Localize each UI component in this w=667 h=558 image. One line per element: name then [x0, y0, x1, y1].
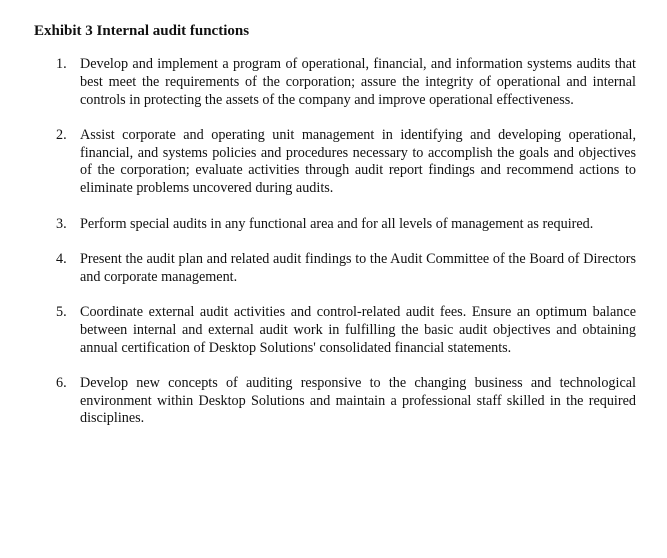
list-item: [52, 216, 636, 234]
list-item-number: 3.: [56, 215, 67, 232]
audit-functions-list: [52, 56, 636, 446]
list-item-number: 4.: [56, 250, 67, 267]
exhibit-title: Exhibit 3 Internal audit functions: [34, 23, 250, 39]
list-item-number: 1.: [56, 56, 67, 72]
list-item-text: Present the audit plan and related audit findings to the Audit Committee of the Board of Directors and corporate management.: [80, 250, 636, 285]
list-item: [52, 304, 636, 357]
list-item-number: 2.: [56, 126, 67, 143]
list-item-text: Develop and implement a program of operational, financial, and information systems audits that best meet the requirements of the corporation; assure the integrity of operational and internal controls in protecting the assets of the company and improve operational effectiveness.: [80, 56, 636, 108]
list-item-text: Develop new concepts of auditing responsive to the changing business and technological environment within Desktop Solutions and maintain a professional staff skilled in the required disciplines.: [80, 374, 636, 427]
list-item: [52, 56, 636, 109]
list-item: [52, 375, 636, 428]
list-item-text: Assist corporate and operating unit management in identifying and developing operational, financial, and systems policies and procedures necessary to accomplish the goals and objectives of the corporation; evaluate activities through audit report findings and recommend actions to eliminate problems uncovered during audits.: [80, 126, 636, 197]
list-item-number: 5.: [56, 303, 67, 320]
list-item-number: 6.: [56, 374, 67, 391]
list-item: [52, 251, 636, 287]
list-item: [52, 127, 636, 198]
list-item-text: Coordinate external audit activities and control-related audit fees. Ensure an optimum balance between internal and external audit work in fulfilling the basic audit objectives and obtaining annual certification of Desktop Solutions' consolidated financial statements.: [80, 303, 636, 356]
list-item-text: Perform special audits in any functional area and for all levels of management as required.: [80, 215, 594, 232]
